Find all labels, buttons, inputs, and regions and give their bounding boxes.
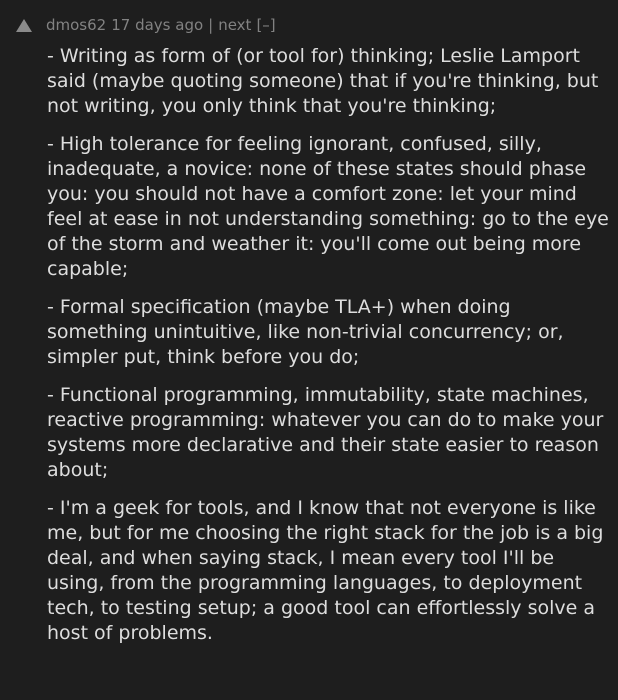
comment-paragraph: - Functional programming, immutability, state machines, reactive programming: whatever you can do to make your systems more declarative and their state easier to reason about; [47, 384, 604, 481]
comment-body [47, 44, 613, 659]
author-link[interactable]: dmos62 [46, 16, 107, 34]
comment-header [16, 13, 276, 37]
meta-separator: | [208, 16, 214, 34]
comment-paragraph: - Writing as form of (or tool for) thinking; Leslie Lamport said (maybe quoting someone) that if you're thinking, but not writing, you only think that you're thinking; [47, 45, 599, 117]
next-link[interactable]: next [218, 16, 252, 34]
comment-paragraph: - High tolerance for feeling ignorant, confused, silly, inadequate, a novice: none of these states should phase you: you should not have a comfort zone: let your mind feel at ease in not understanding something: go to the eye of the storm and weather it: you'll come out being more capable; [47, 133, 609, 280]
comment-age-link[interactable]: 17 days ago [111, 16, 204, 34]
collapse-toggle[interactable]: [–] [256, 16, 276, 34]
comment-paragraph: - I'm a geek for tools, and I know that not everyone is like me, but for me choosing the right stack for the job is a big deal, and when saying stack, I mean every tool I'll be using, from the programming languages, to deployment tech, to testing setup; a good tool can effortlessly solve a host of problems. [47, 497, 604, 644]
comment-paragraph: - Formal specification (maybe TLA+) when doing something unintuitive, like non-trivial concurrency; or, simpler put, think before you do; [47, 296, 564, 368]
upvote-arrow-icon[interactable] [16, 19, 32, 32]
